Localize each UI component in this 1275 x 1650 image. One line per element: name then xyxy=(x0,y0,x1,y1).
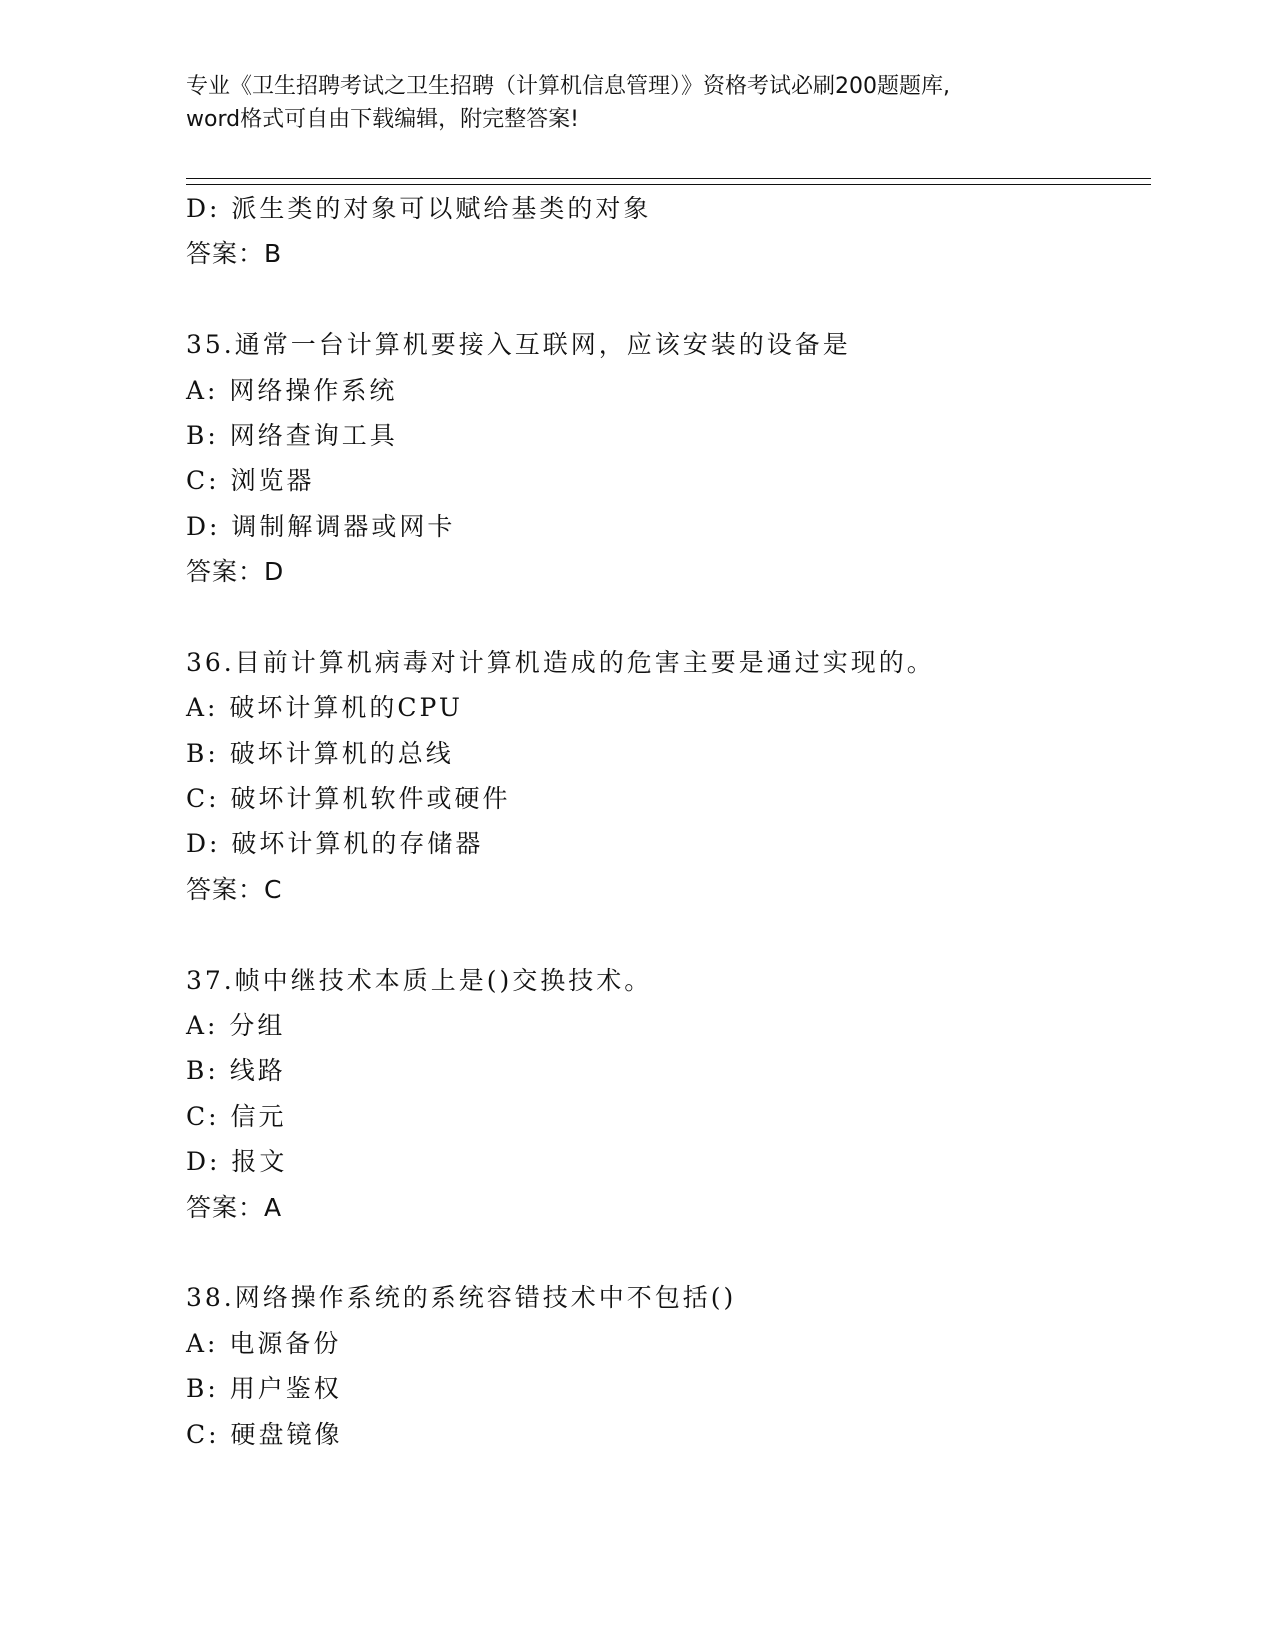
header-line-1: 专业《卫生招聘考试之卫生招聘（计算机信息管理）》资格考试必刷200题题库, xyxy=(186,74,950,99)
answer-line: 答案：A xyxy=(186,1192,283,1222)
question-list xyxy=(186,186,1146,1457)
spacer xyxy=(186,595,1146,640)
document-header xyxy=(186,70,1086,136)
answer-line: 答案：C xyxy=(186,874,283,904)
answer-line: 答案：D xyxy=(186,557,285,587)
option-c: C: 浏览器 xyxy=(186,466,315,496)
option-b: B: 用户鉴权 xyxy=(186,1374,342,1404)
option-a: A: 电源备份 xyxy=(186,1328,342,1358)
spacer xyxy=(186,277,1146,322)
option-d: D: 破坏计算机的存储器 xyxy=(186,829,484,859)
header-divider-bottom xyxy=(186,184,1151,185)
option-c: C: 破坏计算机软件或硬件 xyxy=(186,784,511,814)
option-d: D: 派生类的对象可以赋给基类的对象 xyxy=(186,194,652,223)
option-b: B: 破坏计算机的总线 xyxy=(186,738,454,768)
option-b: B: 网络查询工具 xyxy=(186,420,398,450)
spacer xyxy=(186,912,1146,957)
option-b: B: 线路 xyxy=(186,1056,286,1086)
option-c: C: 硬盘镜像 xyxy=(186,1419,343,1449)
option-d: D: 调制解调器或网卡 xyxy=(186,511,456,541)
question-title: 36.目前计算机病毒对计算机造成的危害主要是通过实现的。 xyxy=(186,647,935,677)
header-line-2: word格式可自由下载编辑，附完整答案! xyxy=(186,107,579,132)
header-divider-top xyxy=(186,178,1151,179)
option-a: A: 网络操作系统 xyxy=(186,375,398,405)
option-a: A: 破坏计算机的CPU xyxy=(186,693,464,723)
option-c: C: 信元 xyxy=(186,1101,287,1131)
option-d: D: 报文 xyxy=(186,1147,288,1177)
spacer xyxy=(186,1230,1146,1275)
question-title: 37.帧中继技术本质上是()交换技术。 xyxy=(186,965,653,995)
question-title: 38.网络操作系统的系统容错技术中不包括() xyxy=(186,1283,737,1313)
answer-line: 答案：B xyxy=(186,239,283,269)
option-a: A: 分组 xyxy=(186,1011,286,1041)
question-title: 35.通常一台计算机要接入互联网，应该安装的设备是 xyxy=(186,330,851,360)
